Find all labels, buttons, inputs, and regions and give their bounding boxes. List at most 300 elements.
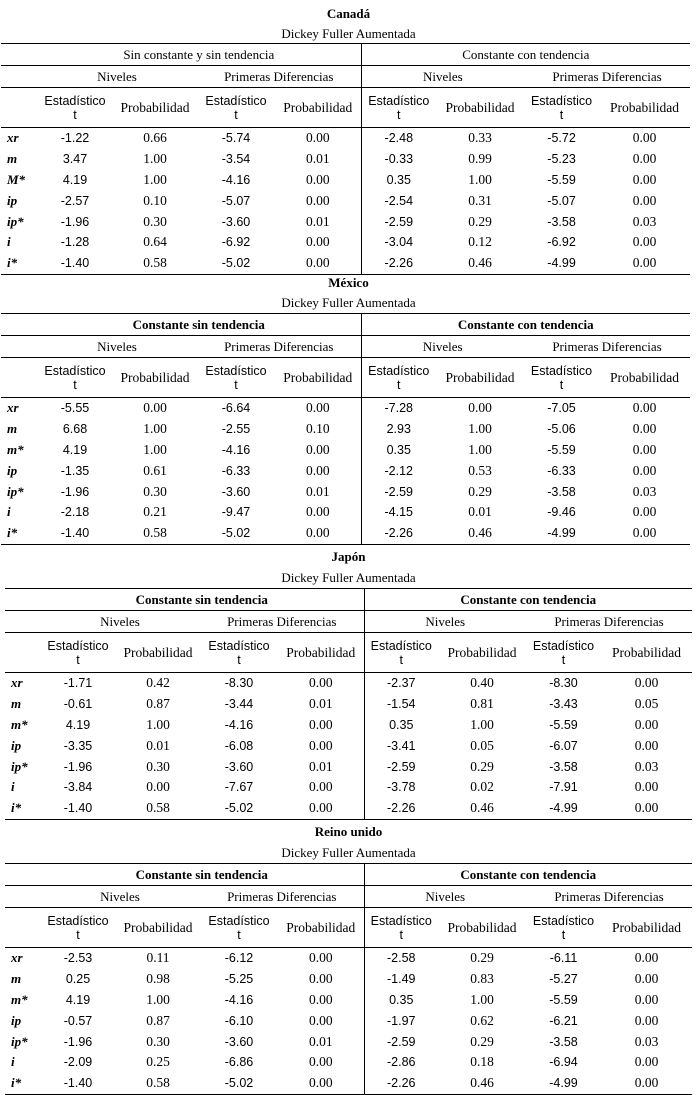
row-label: m*	[11, 991, 28, 1007]
cell-probability: 0.58	[113, 523, 197, 544]
table-row	[5, 798, 692, 819]
table-row	[5, 715, 692, 736]
cell-statistic: -3.58	[547, 214, 576, 229]
adf-table	[1, 43, 690, 275]
cell-statistic: -2.26	[364, 798, 438, 819]
cell-statistic: -3.41	[387, 738, 416, 753]
cell-probability: 0.12	[468, 234, 492, 250]
cell-statistic: -7.28	[384, 401, 413, 416]
cell-statistic: -2.09	[63, 1055, 93, 1070]
subheader-row	[5, 886, 692, 908]
row-label: m	[7, 151, 18, 167]
cell-statistic: -4.16	[224, 717, 254, 732]
data-rows	[1, 128, 690, 275]
cell-statistic: -4.99	[524, 523, 599, 544]
table-row	[5, 673, 692, 694]
section-title: México	[328, 275, 369, 290]
col-probabilidad: Probabilidad	[278, 633, 364, 673]
row-label: i	[7, 504, 11, 520]
cell-probability: 0.53	[468, 462, 492, 478]
cell-statistic: -5.06	[547, 422, 576, 437]
col-probabilidad: Probabilidad	[438, 908, 526, 948]
table-row	[1, 170, 690, 191]
group-header: Constante sin tendencia	[37, 314, 361, 336]
cell-probability: 0.58	[116, 1073, 200, 1094]
cell-statistic: -2.58	[387, 951, 416, 966]
table-row	[1, 128, 690, 149]
cell-statistic: -5.23	[547, 152, 576, 167]
cell-statistic: -1.49	[387, 972, 416, 987]
cell-statistic: -9.47	[221, 505, 251, 520]
cell-probability: 1.00	[146, 991, 170, 1007]
cell-statistic: -1.22	[60, 131, 90, 146]
subheader-primeras-diferencias: Primeras Diferencias	[197, 66, 361, 88]
table-row	[1, 149, 690, 170]
cell-probability: 0.00	[632, 171, 657, 187]
cell-probability: 1.00	[468, 171, 492, 187]
col-probabilidad: Probabilidad	[599, 358, 690, 398]
cell-probability: 0.21	[143, 504, 167, 520]
cell-statistic: -4.15	[384, 505, 413, 520]
cell-probability: 1.00	[143, 421, 167, 437]
cell-statistic: 0.35	[389, 717, 414, 732]
cell-probability: 0.02	[470, 779, 494, 795]
subheader-niveles: Niveles	[37, 66, 197, 88]
group-header: Constante con tendencia	[361, 44, 690, 66]
cell-statistic: 2.93	[386, 422, 411, 437]
section-subtitle: Dickey Fuller Aumentada	[281, 570, 416, 585]
cell-probability: 0.00	[601, 1073, 692, 1094]
cell-probability: 0.01	[275, 211, 361, 232]
cell-statistic: 4.19	[65, 717, 91, 732]
col-estadistico: Estadístico t	[200, 633, 278, 673]
adf-table	[5, 588, 692, 820]
table-row	[1, 481, 690, 502]
section-title: Japón	[331, 549, 366, 564]
cell-probability: 0.03	[632, 213, 657, 229]
column-header-row	[5, 908, 692, 948]
table-row	[1, 440, 690, 461]
cell-probability: 0.01	[146, 737, 170, 753]
table-row	[5, 1010, 692, 1031]
cell-probability: 0.03	[632, 483, 657, 499]
cell-probability: 1.00	[143, 171, 167, 187]
cell-probability: 0.00	[599, 523, 690, 544]
cell-probability: 0.05	[634, 696, 659, 712]
cell-statistic: -9.46	[547, 505, 576, 520]
cell-statistic: -1.28	[60, 235, 90, 250]
row-label: i*	[1, 523, 37, 544]
cell-statistic: -5.25	[224, 972, 254, 987]
cell-probability: 0.98	[146, 971, 170, 987]
cell-statistic: -6.33	[221, 463, 251, 478]
table-row	[5, 694, 692, 715]
row-label: ip*	[7, 483, 24, 499]
cell-statistic: -5.02	[197, 253, 275, 274]
cell-probability: 0.00	[146, 779, 170, 795]
cell-probability: 0.00	[275, 170, 361, 191]
cell-probability: 0.40	[470, 675, 494, 691]
cell-statistic: -1.96	[63, 759, 93, 774]
cell-probability: 0.00	[632, 151, 657, 167]
table-row	[5, 1052, 692, 1073]
cell-statistic: -2.26	[364, 1073, 438, 1094]
section-title: Reino unido	[314, 824, 383, 839]
cell-statistic: -1.40	[37, 523, 113, 544]
cell-statistic: -0.33	[384, 152, 414, 167]
cell-statistic: -2.26	[361, 253, 436, 274]
col-probabilidad: Probabilidad	[438, 633, 526, 673]
cell-statistic: -4.99	[526, 1073, 601, 1094]
subheader-primeras-diferencias: Primeras Diferencias	[200, 611, 364, 633]
cell-statistic: 4.19	[65, 992, 91, 1007]
cell-statistic: -0.57	[63, 1013, 93, 1028]
cell-statistic: -3.58	[549, 759, 578, 774]
section-title: Canadá	[326, 6, 371, 21]
row-label: i	[11, 779, 15, 795]
cell-statistic: -2.37	[387, 676, 416, 691]
data-rows	[5, 673, 692, 820]
cell-statistic: -3.04	[384, 235, 414, 250]
row-label: i*	[5, 1073, 40, 1094]
cell-probability: 0.00	[278, 990, 364, 1011]
cell-statistic: -2.12	[384, 463, 413, 478]
cell-probability: 0.64	[143, 234, 167, 250]
cell-probability: 0.29	[470, 758, 494, 774]
cell-statistic: -3.60	[224, 1034, 254, 1049]
cell-statistic: 3.47	[62, 152, 88, 167]
cell-probability: 0.00	[278, 948, 364, 969]
cell-probability: 0.00	[275, 190, 361, 211]
cell-probability: 0.46	[436, 523, 524, 544]
col-estadistico: Estadístico t	[197, 358, 275, 398]
cell-statistic: -5.59	[549, 717, 578, 732]
section-subtitle: Dickey Fuller Aumentada	[281, 295, 416, 310]
group-header: Constante con tendencia	[361, 314, 690, 336]
cell-statistic: -2.59	[384, 484, 413, 499]
cell-probability: 0.00	[278, 1052, 364, 1073]
cell-statistic: -3.43	[549, 697, 578, 712]
cell-statistic: -2.48	[384, 131, 414, 146]
cell-statistic: 6.68	[62, 422, 88, 437]
cell-probability: 0.87	[146, 1012, 170, 1028]
cell-statistic: -3.44	[224, 697, 254, 712]
group-header: Constante sin tendencia	[40, 864, 364, 886]
cell-statistic: -6.86	[224, 1055, 254, 1070]
subheader-primeras-diferencias: Primeras Diferencias	[524, 66, 690, 88]
subheader-niveles: Niveles	[37, 336, 197, 358]
col-probabilidad: Probabilidad	[436, 88, 524, 128]
cell-probability: 0.33	[468, 130, 492, 146]
row-label: m	[11, 696, 22, 712]
subheader-niveles: Niveles	[361, 336, 524, 358]
cell-statistic: -8.30	[224, 676, 254, 691]
table-row	[1, 398, 690, 419]
cell-statistic: -5.02	[200, 798, 278, 819]
cell-probability: 1.00	[468, 421, 492, 437]
cell-statistic: -5.74	[221, 131, 251, 146]
cell-probability: 0.01	[278, 1031, 364, 1052]
cell-probability: 0.00	[275, 128, 361, 149]
section-mexico	[0, 272, 697, 547]
col-estadistico: Estadístico t	[364, 633, 438, 673]
cell-probability: 0.01	[278, 694, 364, 715]
cell-statistic: 0.35	[386, 442, 411, 457]
cell-statistic: -4.99	[526, 798, 601, 819]
cell-statistic: -5.59	[547, 172, 576, 187]
cell-probability: 0.81	[470, 696, 494, 712]
col-probabilidad: Probabilidad	[436, 358, 524, 398]
subheader-row	[1, 66, 690, 88]
cell-statistic: -6.33	[547, 463, 576, 478]
col-probabilidad: Probabilidad	[113, 358, 197, 398]
cell-statistic: -5.07	[221, 193, 251, 208]
data-rows	[5, 948, 692, 1095]
cell-statistic: -4.16	[221, 172, 251, 187]
cell-statistic: -1.97	[387, 1013, 416, 1028]
cell-statistic: -7.91	[549, 780, 578, 795]
cell-probability: 0.42	[146, 675, 170, 691]
cell-statistic: -2.59	[387, 1034, 416, 1049]
cell-statistic: -1.96	[60, 484, 90, 499]
table-row	[5, 1073, 692, 1094]
col-probabilidad: Probabilidad	[113, 88, 197, 128]
cell-probability: 0.00	[632, 234, 657, 250]
cell-statistic: -3.54	[221, 152, 251, 167]
group-header-row	[1, 44, 690, 66]
cell-probability: 1.00	[470, 716, 494, 732]
cell-statistic: -7.05	[547, 401, 576, 416]
table-row	[1, 253, 690, 274]
row-label: i	[7, 234, 11, 250]
cell-statistic: -5.02	[200, 1073, 278, 1094]
group-header: Constante sin tendencia	[40, 589, 364, 611]
subheader-row	[1, 336, 690, 358]
cell-probability: 0.00	[278, 1073, 364, 1094]
cell-statistic: -6.10	[224, 1013, 254, 1028]
col-estadistico: Estadístico t	[361, 358, 436, 398]
row-label: i*	[5, 798, 40, 819]
cell-statistic: -1.54	[387, 697, 416, 712]
cell-statistic: -6.64	[221, 401, 251, 416]
col-probabilidad: Probabilidad	[116, 908, 200, 948]
subheader-niveles: Niveles	[364, 611, 526, 633]
row-label: xr	[11, 675, 23, 691]
cell-statistic: -5.59	[549, 992, 578, 1007]
cell-statistic: -4.16	[221, 442, 251, 457]
cell-probability: 1.00	[143, 151, 167, 167]
row-label: xr	[7, 400, 19, 416]
cell-statistic: -4.16	[224, 992, 254, 1007]
cell-statistic: -7.67	[224, 780, 254, 795]
adf-table	[5, 863, 692, 1095]
table-row	[1, 232, 690, 253]
cell-statistic: -1.71	[63, 676, 93, 691]
cell-probability: 0.00	[634, 971, 659, 987]
cell-statistic: -5.02	[197, 523, 275, 544]
cell-probability: 0.30	[143, 213, 167, 229]
cell-statistic: -6.11	[549, 951, 578, 966]
cell-probability: 0.00	[275, 502, 361, 523]
group-header: Constante con tendencia	[364, 864, 692, 886]
cell-probability: 0.61	[143, 462, 167, 478]
cell-statistic: -1.40	[37, 253, 113, 274]
col-estadistico: Estadístico t	[37, 358, 113, 398]
cell-statistic: -1.96	[63, 1034, 93, 1049]
table-row	[5, 948, 692, 969]
cell-probability: 0.62	[470, 1012, 494, 1028]
table-row	[1, 419, 690, 440]
cell-statistic: -6.08	[224, 738, 254, 753]
cell-probability: 0.66	[143, 130, 167, 146]
col-probabilidad: Probabilidad	[278, 908, 364, 948]
cell-probability: 0.00	[278, 969, 364, 990]
column-header-row	[1, 88, 690, 128]
cell-statistic: -5.55	[60, 401, 90, 416]
cell-probability: 0.00	[634, 950, 659, 966]
col-probabilidad: Probabilidad	[601, 633, 692, 673]
cell-probability: 0.83	[470, 971, 494, 987]
cell-probability: 0.00	[634, 779, 659, 795]
cell-statistic: -2.86	[387, 1055, 416, 1070]
cell-probability: 0.46	[438, 798, 526, 819]
cell-statistic: -3.35	[63, 738, 93, 753]
cell-statistic: -5.27	[549, 972, 578, 987]
cell-statistic: -4.99	[524, 253, 599, 274]
table-row	[5, 777, 692, 798]
cell-statistic: -1.40	[40, 1073, 116, 1094]
col-estadistico: Estadístico t	[200, 908, 278, 948]
cell-statistic: 0.35	[389, 992, 414, 1007]
table-row	[5, 756, 692, 777]
subheader-row	[5, 611, 692, 633]
cell-statistic: -0.61	[63, 697, 93, 712]
row-label: xr	[7, 130, 19, 146]
cell-probability: 0.00	[632, 400, 657, 416]
cell-statistic: -3.84	[63, 780, 93, 795]
cell-statistic: -6.92	[547, 235, 576, 250]
row-label: ip*	[11, 1033, 28, 1049]
table-row	[1, 502, 690, 523]
subheader-primeras-diferencias: Primeras Diferencias	[200, 886, 364, 908]
cell-probability: 0.00	[278, 735, 364, 756]
cell-probability: 0.00	[275, 460, 361, 481]
cell-probability: 0.30	[143, 483, 167, 499]
cell-probability: 0.00	[634, 991, 659, 1007]
cell-probability: 0.10	[143, 192, 167, 208]
cell-statistic: -3.60	[221, 484, 251, 499]
cell-statistic: -1.40	[40, 798, 116, 819]
cell-probability: 0.25	[146, 1054, 170, 1070]
cell-statistic: -2.59	[387, 759, 416, 774]
cell-statistic: -6.12	[224, 951, 254, 966]
section-japon	[0, 547, 697, 822]
row-label: m	[7, 421, 18, 437]
cell-probability: 0.00	[634, 1054, 659, 1070]
group-header-row	[5, 589, 692, 611]
cell-probability: 0.00	[634, 716, 659, 732]
cell-probability: 0.00	[601, 798, 692, 819]
row-label: m*	[11, 716, 28, 732]
section-reino-unido	[0, 822, 697, 1095]
cell-probability: 0.58	[116, 798, 200, 819]
cell-probability: 0.11	[146, 950, 170, 966]
cell-statistic: -5.59	[547, 442, 576, 457]
cell-probability: 0.87	[146, 696, 170, 712]
cell-probability: 0.30	[146, 1033, 170, 1049]
cell-statistic: -6.21	[549, 1013, 578, 1028]
subheader-niveles: Niveles	[40, 611, 200, 633]
row-label: ip	[11, 737, 22, 753]
row-label: ip	[7, 192, 18, 208]
cell-statistic: -1.35	[60, 463, 90, 478]
section-subtitle: Dickey Fuller Aumentada	[281, 845, 416, 860]
cell-probability: 1.00	[468, 441, 492, 457]
cell-probability: 0.00	[275, 398, 361, 419]
table-row	[5, 969, 692, 990]
subheader-primeras-diferencias: Primeras Diferencias	[197, 336, 361, 358]
subheader-primeras-diferencias: Primeras Diferencias	[526, 886, 692, 908]
col-probabilidad: Probabilidad	[275, 358, 361, 398]
col-estadistico: Estadístico t	[197, 88, 275, 128]
cell-probability: 0.00	[632, 462, 657, 478]
col-estadistico: Estadístico t	[526, 633, 601, 673]
cell-statistic: 0.25	[65, 972, 91, 987]
subheader-primeras-diferencias: Primeras Diferencias	[524, 336, 690, 358]
cell-probability: 0.00	[632, 504, 657, 520]
cell-statistic: -6.92	[221, 235, 251, 250]
cell-probability: 0.00	[634, 1012, 659, 1028]
cell-statistic: -8.30	[549, 676, 578, 691]
table-row	[5, 990, 692, 1011]
col-estadistico: Estadístico t	[37, 88, 113, 128]
cell-statistic: -2.57	[60, 193, 90, 208]
col-estadistico: Estadístico t	[361, 88, 436, 128]
col-probabilidad: Probabilidad	[601, 908, 692, 948]
table-row	[5, 735, 692, 756]
cell-statistic: -3.58	[547, 484, 576, 499]
cell-statistic: -2.54	[384, 193, 414, 208]
group-header: Constante con tendencia	[364, 589, 692, 611]
row-label: m	[11, 971, 22, 987]
col-estadistico: Estadístico t	[40, 908, 116, 948]
col-probabilidad: Probabilidad	[275, 88, 361, 128]
col-estadistico: Estadístico t	[524, 88, 599, 128]
cell-probability: 0.00	[143, 400, 167, 416]
cell-probability: 0.10	[275, 419, 361, 440]
cell-statistic: -2.26	[361, 523, 436, 544]
cell-statistic: -3.60	[221, 214, 251, 229]
cell-probability: 0.00	[634, 675, 659, 691]
table-row	[5, 1031, 692, 1052]
cell-probability: 0.00	[275, 253, 361, 274]
cell-probability: 1.00	[143, 441, 167, 457]
adf-table	[1, 313, 690, 545]
cell-probability: 0.03	[634, 758, 659, 774]
cell-probability: 0.58	[113, 253, 197, 274]
cell-probability: 0.00	[278, 715, 364, 736]
section-subtitle: Dickey Fuller Aumentada	[281, 26, 416, 41]
cell-probability: 0.00	[632, 421, 657, 437]
cell-statistic: -2.55	[221, 422, 251, 437]
cell-statistic: 4.19	[62, 172, 88, 187]
cell-probability: 1.00	[146, 716, 170, 732]
cell-probability: 0.01	[275, 481, 361, 502]
cell-statistic: -3.58	[549, 1034, 578, 1049]
cell-probability: 0.01	[468, 504, 492, 520]
row-label: M*	[7, 171, 26, 187]
subheader-niveles: Niveles	[364, 886, 526, 908]
